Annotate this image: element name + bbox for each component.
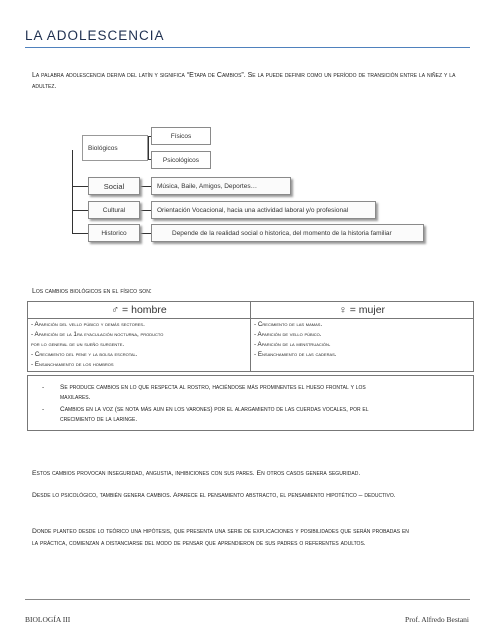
title-underline [25, 47, 470, 48]
list-item: - Aparición de la 1ra eyaculación nocturna, producto [31, 331, 164, 338]
box-psicologicos: Psicológicos [151, 151, 211, 169]
bullet-dash: - [42, 384, 45, 391]
intro-paragraph: La palabra adolescencia deriva del latín y significa “Etapa de Cambios”. Se la puede definir como un período de transición entre la niñez y la adultez. [32, 72, 456, 90]
bullet-voz-line2: crecimiento de la laringe. [60, 416, 138, 423]
footer-author: Prof. Alfredo Bestani [405, 615, 469, 624]
hombre-header: ♂ = hombre [28, 302, 251, 319]
box-fisicos: Físicos [151, 127, 211, 145]
bullet-voz-line1: Cambios en la voz (se nota más aun en los varones) por el alargamiento de las cuerdas vocales, por el [60, 406, 369, 413]
connector-historico [72, 233, 88, 234]
comparison-table [27, 301, 474, 372]
bullet-rostro-line1: Se produce cambios en lo que respecta al rostro, haciéndose más prominentes el hueso frontal y los [60, 384, 366, 391]
list-item: - Aparición de vello púbico. [254, 331, 322, 338]
bullet-dash: - [42, 406, 45, 413]
box-cultural-desc: Orientación Vocacional, hacia una actividad laboral y/o profesional [151, 201, 376, 219]
list-item: - Aparición de la menstruación. [254, 341, 331, 348]
box-historico: Historico [88, 224, 140, 242]
connector-social [72, 186, 88, 187]
connector-bio-vertical [148, 136, 149, 160]
hombre-cell [28, 319, 251, 372]
footer-subject: BIOLOGÍA III [25, 615, 71, 624]
list-item: - Ensanchamiento de los hombros [31, 361, 114, 368]
page-title: LA ADOLESCENCIA [25, 28, 165, 43]
connector-social-desc [140, 186, 151, 187]
footer-rule [25, 599, 470, 600]
connector-main-vertical [72, 150, 73, 234]
box-social: Social [88, 177, 140, 195]
list-item: - Ensanchamiento de las caderas. [254, 351, 337, 358]
box-historico-desc: Depende de la realidad social o historica, del momento de la historia familiar [151, 224, 424, 242]
bullet-rostro-line2: maxilares. [60, 394, 91, 401]
mujer-cell [251, 319, 474, 372]
connector-cultural [72, 210, 88, 211]
paragraph-hipotesis-line1: Donde planteo desde lo teórico una hipótesis, que presenta una serie de explicaciones y posibilidades que serán probadas en [32, 528, 409, 535]
paragraph-inseguridad: Estos cambios provocan inseguridad, angustia, inhibiciones con sus pares. En otros casos genera seguridad. [32, 470, 361, 477]
paragraph-psicologico: Desde lo psicológico, también genera cambios. Aparece el pensamiento abstracto, el pensamiento hipotético – deductivo. [32, 492, 396, 499]
mujer-header: ♀ = mujer [251, 302, 474, 319]
paragraph-hipotesis-line2: la práctica, comienzan a distanciarse del modo de pensar que aprendieron de sus padres o referentes adultos. [32, 540, 366, 547]
list-item: por lo general de un sueño surgente. [31, 341, 125, 348]
list-item: - Aparición del vello púbico y demás sectores. [31, 321, 145, 328]
list-item: - Crecimiento del pene y la bolsa escrotal. [31, 351, 138, 358]
box-social-desc: Música, Baile, Amigos, Deportes… [151, 177, 291, 195]
connector-cultural-desc [140, 210, 151, 211]
list-item: - Crecimiento de las mamas. [254, 321, 323, 328]
box-biologicos: Biológicos [82, 135, 148, 161]
connector-historico-desc [140, 233, 151, 234]
box-cultural: Cultural [88, 201, 140, 219]
cambios-subtitle: Los cambios biológicos en el físico son: [32, 288, 152, 295]
